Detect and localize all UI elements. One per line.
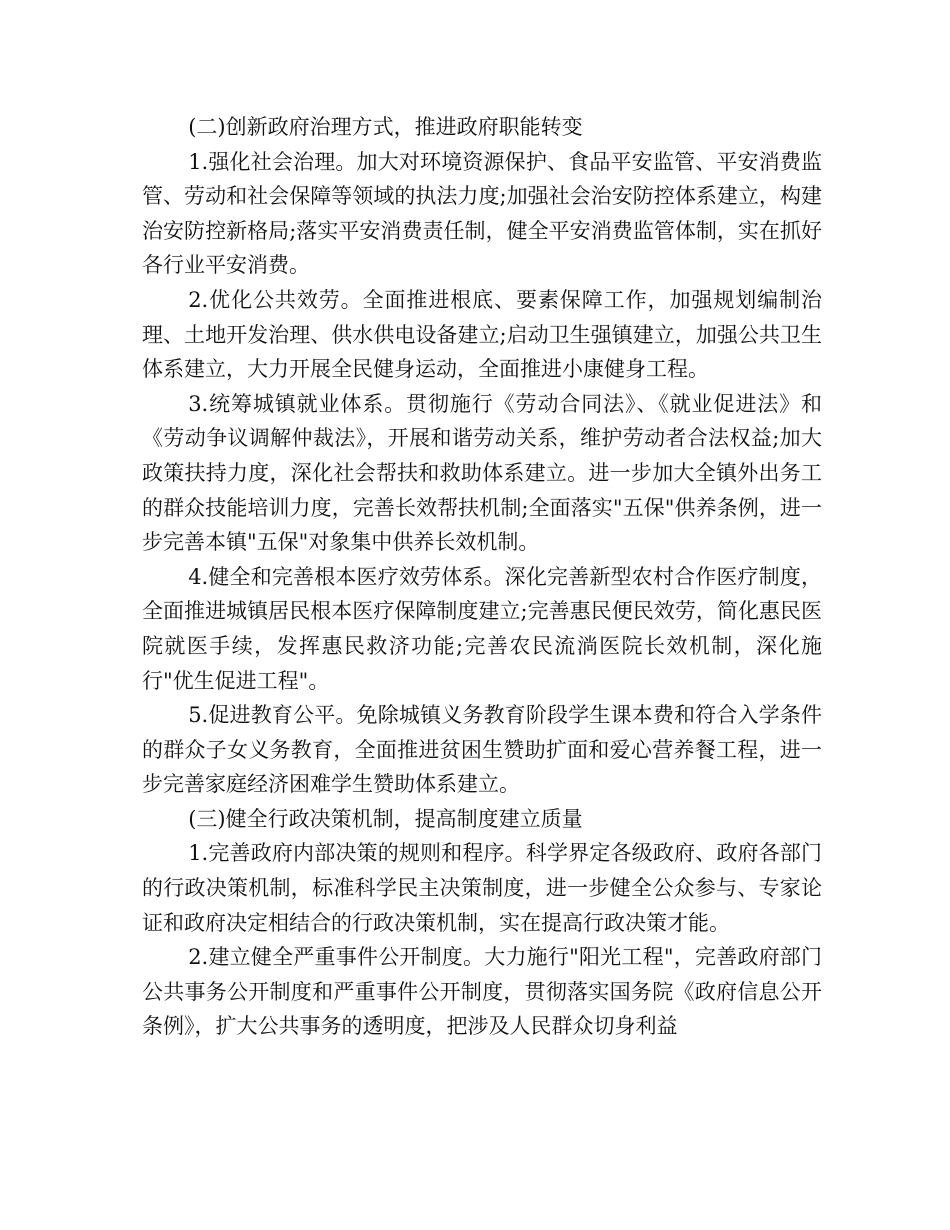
paragraph-social-governance: 1.强化社会治理。加大对环境资源保护、食品平安监管、平安消费监管、劳动和社会保障等领域的执法力度;加强社会治安防控体系建立，构建治安防控新格局;落实平安消费责任制，健全平安消费监管体制，实在抓好各行业平安消费。: [142, 149, 822, 278]
paragraph-employment: 3.统筹城镇就业体系。贯彻施行《劳动合同法》、《就业促进法》和《劳动争议调解仲裁法》，开展和谐劳动关系，维护劳动者合法权益;加大政策扶持力度，深化社会帮扶和救助体系建立。进一步加大全镇外出务工的群众技能培训力度，完善长效帮扶机制;全面落实"五保"供养条例，进一步完善本镇"五保"对象集中供养长效机制。: [142, 391, 822, 555]
paragraph-medical: 4.健全和完善根本医疗效劳体系。深化完善新型农村合作医疗制度，全面推进城镇居民根本医疗保障制度建立;完善惠民便民效劳，简化惠民医院就医手续，发挥惠民救济功能;完善农民流淌医院长效机制，深化施行"优生促进工程"。: [142, 564, 822, 693]
document-body: [142, 110, 822, 1044]
paragraph-education: 5.促进教育公平。免除城镇义务教育阶段学生课本费和符合入学条件的群众子女义务教育，全面推进贫困生赞助扩面和爱心营养餐工程，进一步完善家庭经济困难学生赞助体系建立。: [142, 703, 822, 797]
section-heading-3: (三)健全行政决策机制，提高制度建立质量: [188, 806, 583, 831]
section-heading-2: (二)创新政府治理方式，推进政府职能转变: [188, 115, 583, 139]
paragraph-public-service: 2.优化公共效劳。全面推进根底、要素保障工作，加强规划编制治理、土地开发治理、供水供电设备建立;启动卫生强镇建立，加强公共卫生体系建立，大力开展全民健身运动，全面推进小康健身工程。: [142, 287, 822, 382]
paragraph-decision-rules: 1.完善政府内部决策的规则和程序。科学界定各级政府、政府各部门的行政决策机制，标准科学民主决策制度，进一步健全公众参与、专家论证和政府决定相结合的行政决策机制，实在提高行政决策才能。: [142, 841, 822, 935]
paragraph-disclosure: 2.建立健全严重事件公开制度。大力施行"阳光工程"，完善政府部门公共事务公开制度和严重事件公开制度，贯彻落实国务院《政府信息公开条例》，扩大公共事务的透明度，把涉及人民群众切身利益: [142, 945, 822, 1039]
